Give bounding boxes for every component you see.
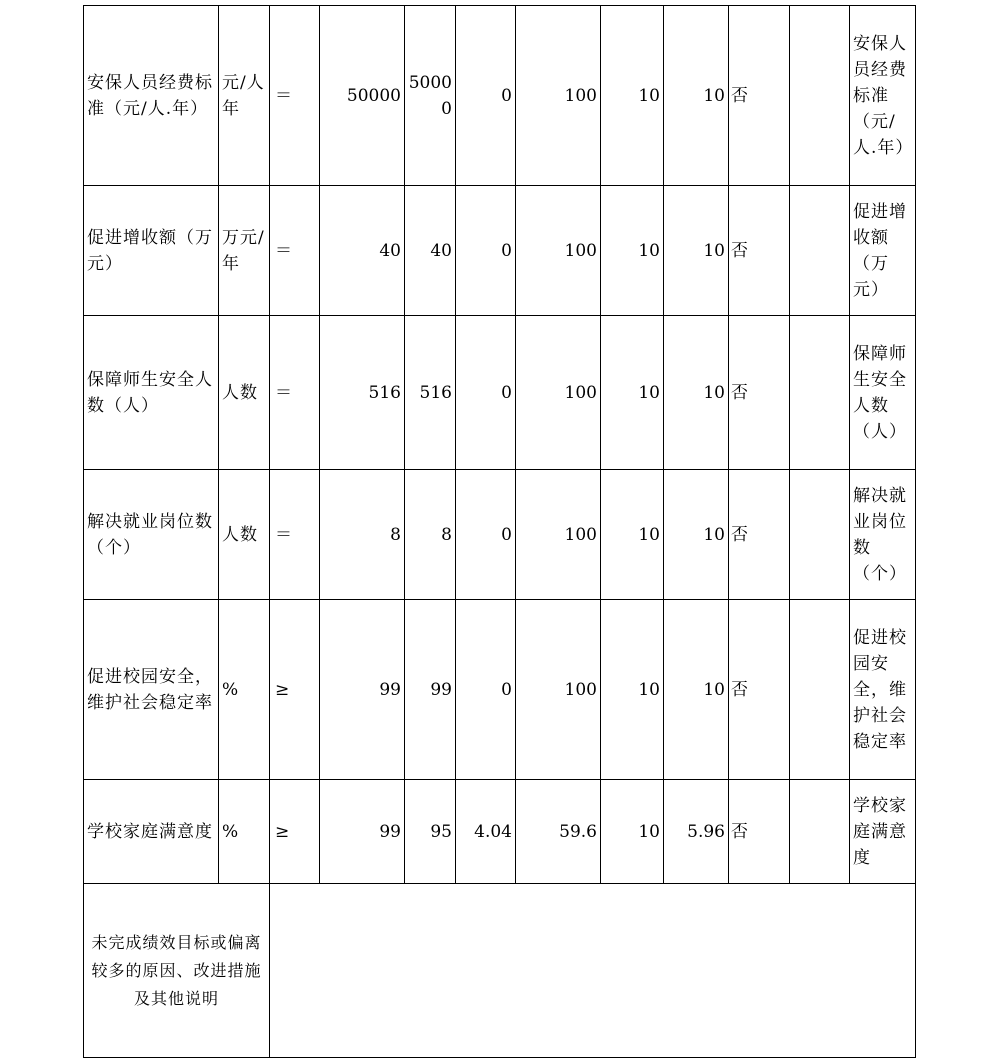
- table-row: [84, 780, 916, 884]
- indicator-unit: 人数: [219, 316, 270, 470]
- table-row: [84, 600, 916, 780]
- note-cell: [790, 470, 850, 600]
- table-row: [84, 470, 916, 600]
- actual-value: 40: [405, 186, 456, 316]
- comparison-symbol: ＝: [270, 316, 320, 470]
- target-value: 516: [320, 316, 405, 470]
- score-value: 10: [664, 316, 729, 470]
- indicator-name: 安保人员经费标准（元/人.年）: [84, 6, 219, 186]
- deviation-flag: 否: [729, 780, 790, 884]
- indicator-unit: %: [219, 780, 270, 884]
- comparison-symbol: ＝: [270, 6, 320, 186]
- score-value: 10: [664, 600, 729, 780]
- weight-value: 10: [601, 6, 664, 186]
- indicator-unit: 元/人年: [219, 6, 270, 186]
- weight-value: 10: [601, 780, 664, 884]
- note-cell: [790, 6, 850, 186]
- indicator-name: 学校家庭满意度: [84, 780, 219, 884]
- actual-value: 8: [405, 470, 456, 600]
- indicator-name: 解决就业岗位数（个）: [84, 470, 219, 600]
- deviation-flag: 否: [729, 186, 790, 316]
- actual-value: 50000: [405, 6, 456, 186]
- completion-rate: 100: [516, 600, 601, 780]
- deviation-value: 0: [456, 316, 516, 470]
- deviation-flag: 否: [729, 316, 790, 470]
- weight-value: 10: [601, 470, 664, 600]
- completion-rate: 100: [516, 316, 601, 470]
- deviation-value: 0: [456, 186, 516, 316]
- target-value: 99: [320, 600, 405, 780]
- deviation-flag: 否: [729, 600, 790, 780]
- target-value: 99: [320, 780, 405, 884]
- footer-label: 未完成绩效目标或偏离较多的原因、改进措施及其他说明: [84, 884, 270, 1058]
- table-row: [84, 186, 916, 316]
- indicator-description: 安保人员经费标准（元/人.年）: [850, 6, 916, 186]
- deviation-value: 0: [456, 470, 516, 600]
- completion-rate: 59.6: [516, 780, 601, 884]
- performance-table: [83, 5, 916, 1058]
- comparison-symbol: ≥: [270, 780, 320, 884]
- indicator-unit: 万元/年: [219, 186, 270, 316]
- indicator-name: 促进校园安全，维护社会稳定率: [84, 600, 219, 780]
- indicator-name: 促进增收额（万元）: [84, 186, 219, 316]
- note-cell: [790, 600, 850, 780]
- table-row: [84, 6, 916, 186]
- completion-rate: 100: [516, 6, 601, 186]
- actual-value: 99: [405, 600, 456, 780]
- footer-row: [84, 884, 916, 1058]
- note-cell: [790, 186, 850, 316]
- note-cell: [790, 780, 850, 884]
- actual-value: 516: [405, 316, 456, 470]
- note-cell: [790, 316, 850, 470]
- indicator-description: 学校家庭满意度: [850, 780, 916, 884]
- completion-rate: 100: [516, 470, 601, 600]
- indicator-description: 解决就业岗位数（个）: [850, 470, 916, 600]
- indicator-description: 促进校园安全，维护社会稳定率: [850, 600, 916, 780]
- comparison-symbol: ≥: [270, 600, 320, 780]
- weight-value: 10: [601, 316, 664, 470]
- deviation-value: 4.04: [456, 780, 516, 884]
- table-row: [84, 316, 916, 470]
- completion-rate: 100: [516, 186, 601, 316]
- target-value: 40: [320, 186, 405, 316]
- target-value: 50000: [320, 6, 405, 186]
- deviation-flag: 否: [729, 470, 790, 600]
- footer-content: [270, 884, 916, 1058]
- deviation-flag: 否: [729, 6, 790, 186]
- indicator-unit: %: [219, 600, 270, 780]
- indicator-unit: 人数: [219, 470, 270, 600]
- score-value: 5.96: [664, 780, 729, 884]
- deviation-value: 0: [456, 6, 516, 186]
- indicator-name: 保障师生安全人数（人）: [84, 316, 219, 470]
- score-value: 10: [664, 470, 729, 600]
- weight-value: 10: [601, 186, 664, 316]
- target-value: 8: [320, 470, 405, 600]
- comparison-symbol: ＝: [270, 186, 320, 316]
- indicator-description: 促进增收额（万元）: [850, 186, 916, 316]
- score-value: 10: [664, 186, 729, 316]
- comparison-symbol: ＝: [270, 470, 320, 600]
- indicator-description: 保障师生安全人数（人）: [850, 316, 916, 470]
- weight-value: 10: [601, 600, 664, 780]
- deviation-value: 0: [456, 600, 516, 780]
- score-value: 10: [664, 6, 729, 186]
- actual-value: 95: [405, 780, 456, 884]
